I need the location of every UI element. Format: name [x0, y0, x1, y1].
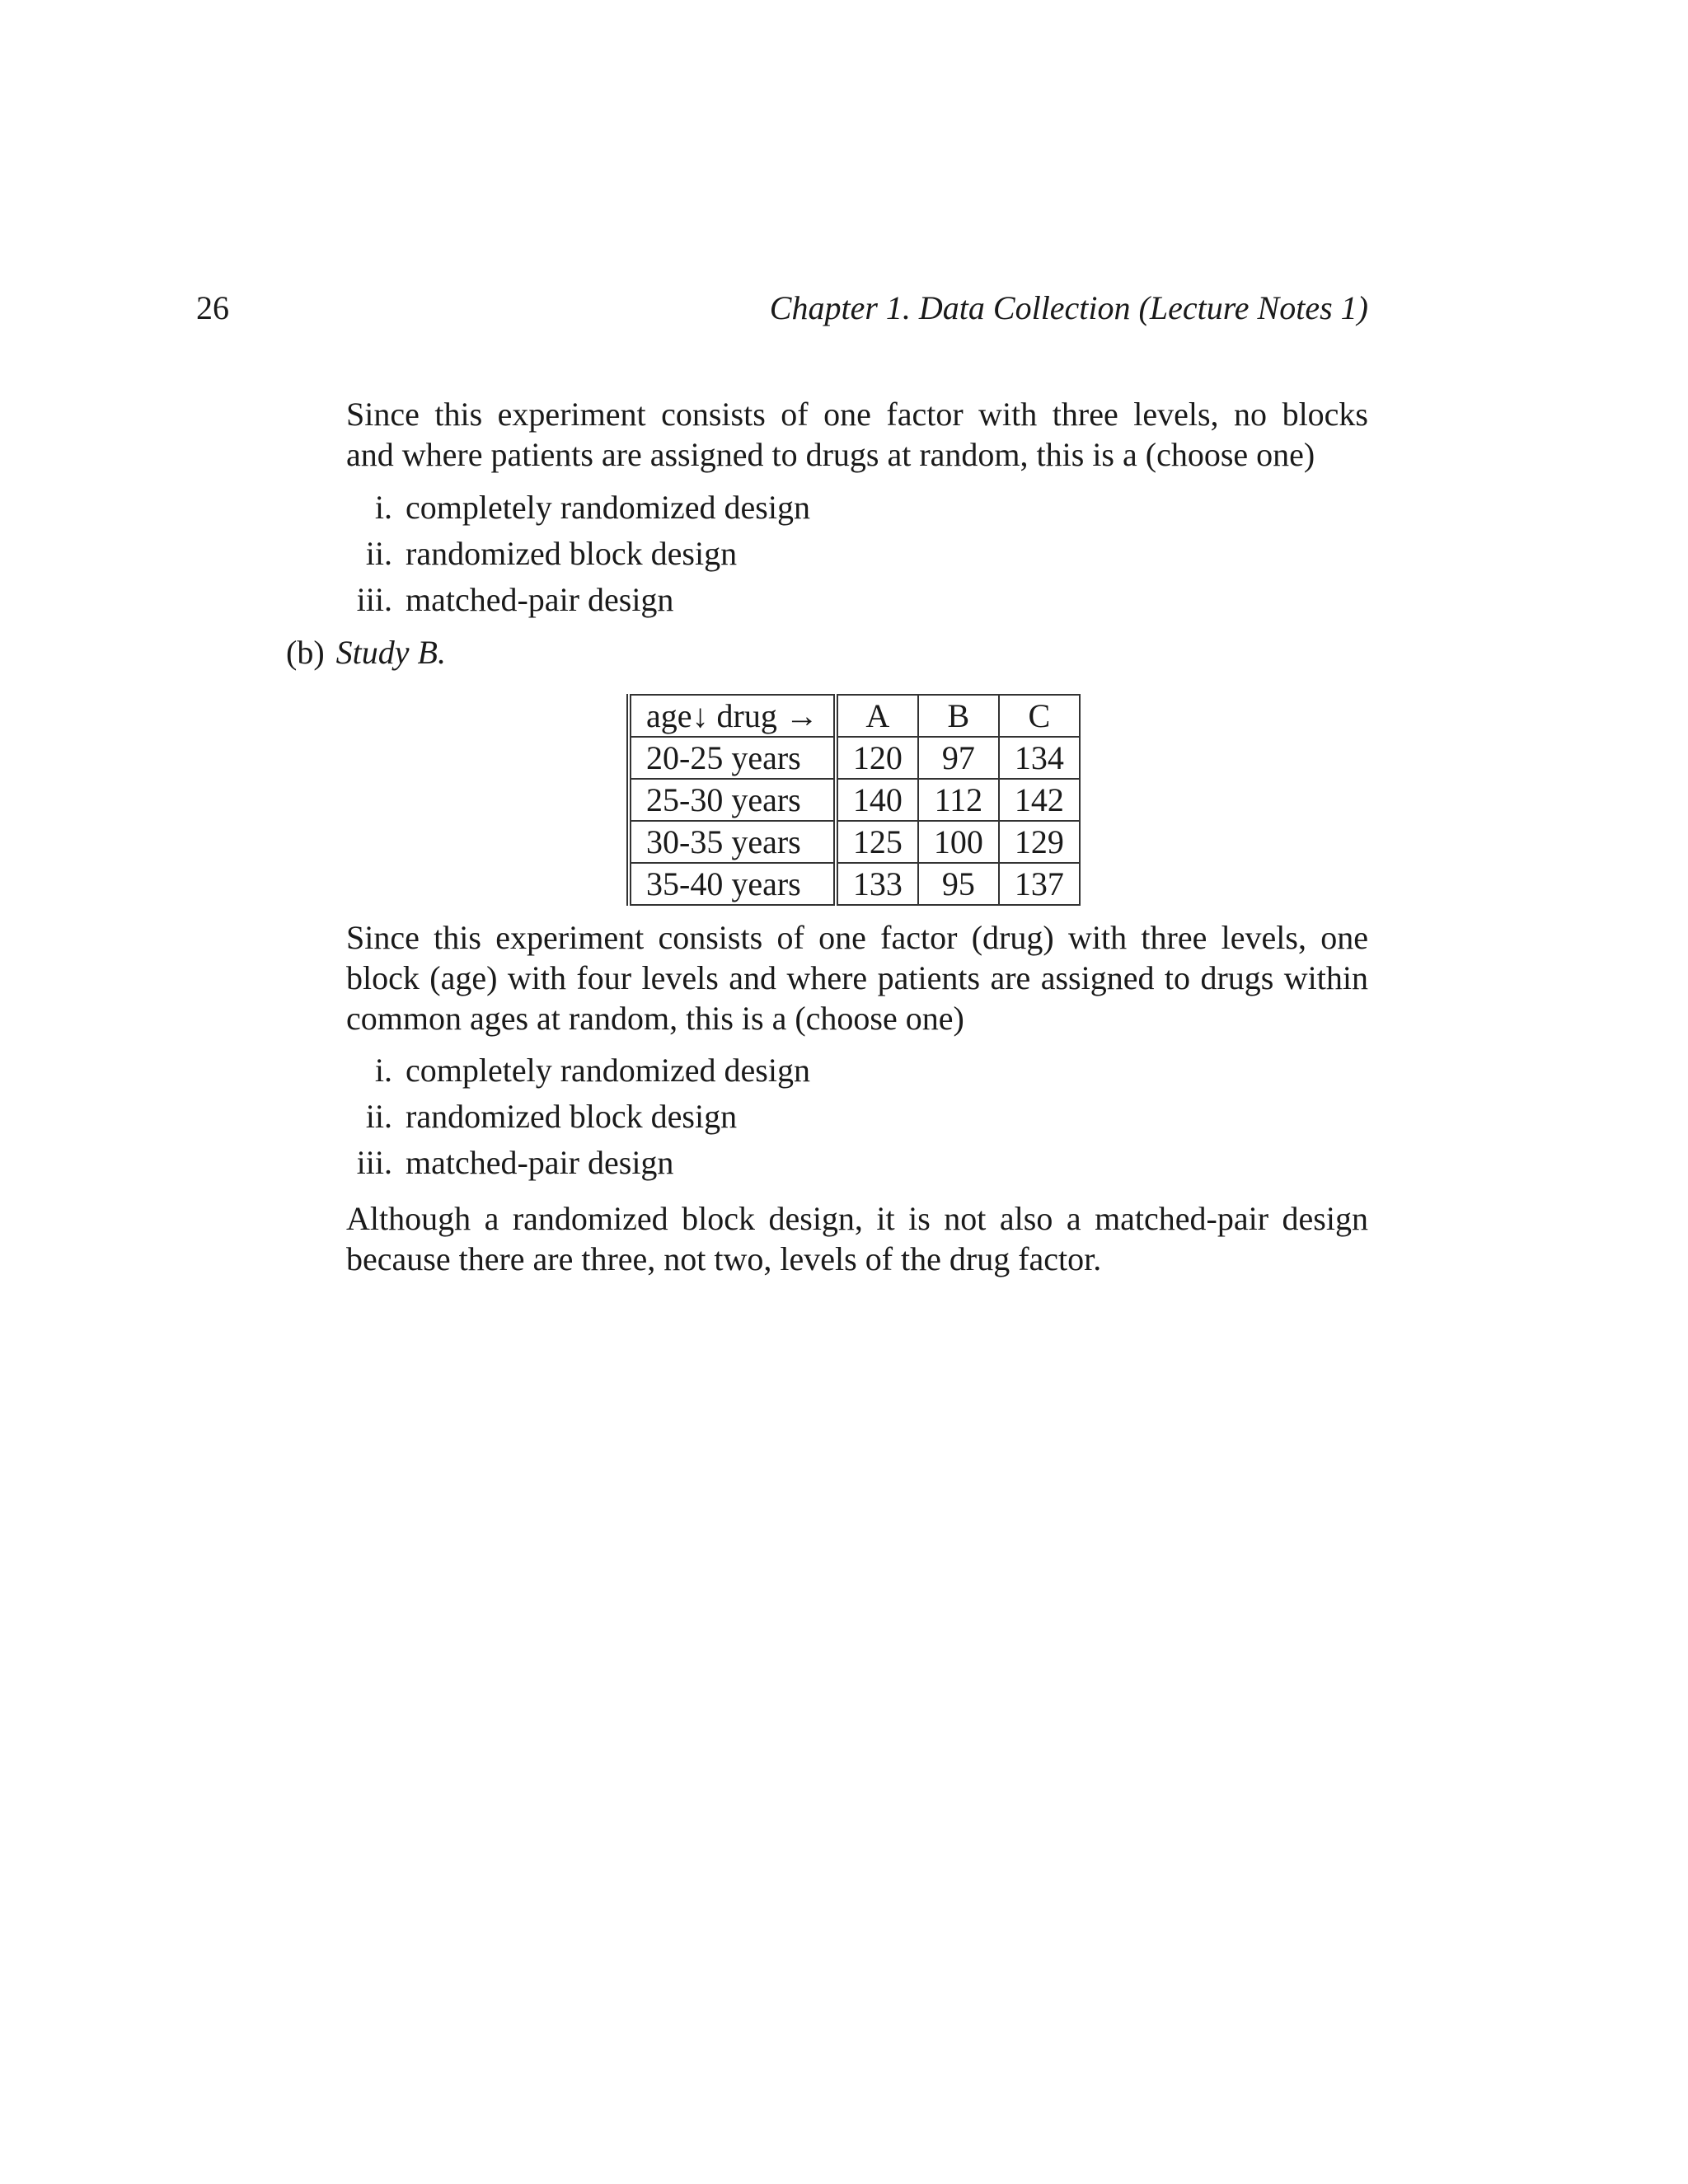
table-cell: 100: [918, 821, 999, 863]
option-number: iii.: [356, 581, 392, 618]
table-row: [629, 863, 1080, 905]
table-row: [629, 737, 1080, 779]
part-b-paragraph: [346, 917, 1368, 1038]
option-text: completely randomized design: [406, 1052, 810, 1089]
paragraph-line: and where patients are assigned to drugs at random, this is a (choose one): [346, 436, 1315, 473]
table-row: [629, 779, 1080, 821]
paragraph-line: common ages at random, this is a (choose one): [346, 1000, 964, 1037]
option-text: matched-pair design: [406, 1144, 674, 1181]
table-cell: 129: [999, 821, 1080, 863]
table-cell: 140: [836, 779, 918, 821]
option-number: ii.: [365, 535, 392, 572]
column-header: B: [918, 695, 999, 737]
table-corner-header: age↓ drug →: [629, 695, 836, 737]
option-number: ii.: [365, 1098, 392, 1135]
row-header: 30-35 years: [629, 821, 836, 863]
option-number: iii.: [356, 1144, 392, 1181]
table-cell: 97: [918, 737, 999, 779]
paragraph-line: Since this experiment consists of one factor with three levels, no blocks: [346, 396, 1368, 433]
page-number: 26: [196, 289, 229, 326]
column-header: A: [836, 695, 918, 737]
option-text: randomized block design: [406, 535, 738, 572]
part-a-paragraph: [346, 394, 1368, 475]
study-b-table: [626, 694, 1081, 906]
table-cell: 137: [999, 863, 1080, 905]
paragraph-line: Although a randomized block design, it is not also a matched-pair design: [346, 1200, 1368, 1237]
row-header: 20-25 years: [629, 737, 836, 779]
option-number: i.: [374, 489, 392, 526]
table-row: [629, 821, 1080, 863]
table-cell: 120: [836, 737, 918, 779]
part-b-heading: [286, 633, 446, 673]
table-cell: 95: [918, 863, 999, 905]
option-text: completely randomized design: [406, 489, 810, 526]
row-header: 25-30 years: [629, 779, 836, 821]
table-cell: 112: [918, 779, 999, 821]
column-header: C: [999, 695, 1080, 737]
option-number: i.: [374, 1052, 392, 1089]
row-header: 35-40 years: [629, 863, 836, 905]
paragraph-line: block (age) with four levels and where patients are assigned to drugs within: [346, 959, 1368, 996]
table-cell: 133: [836, 863, 918, 905]
option-text: matched-pair design: [406, 581, 674, 618]
table-cell: 134: [999, 737, 1080, 779]
part-b-title: Study B.: [335, 634, 446, 671]
table-cell: 142: [999, 779, 1080, 821]
option-text: randomized block design: [406, 1098, 738, 1135]
table-cell: 125: [836, 821, 918, 863]
running-head: Chapter 1. Data Collection (Lecture Notes 1): [769, 289, 1368, 326]
table-header-row: [629, 695, 1080, 737]
paragraph-line: Since this experiment consists of one factor (drug) with three levels, one: [346, 919, 1368, 956]
paragraph-line: because there are three, not two, levels of the drug factor.: [346, 1240, 1102, 1277]
part-b-label: (b): [286, 634, 325, 671]
conclusion-paragraph: [346, 1198, 1368, 1279]
